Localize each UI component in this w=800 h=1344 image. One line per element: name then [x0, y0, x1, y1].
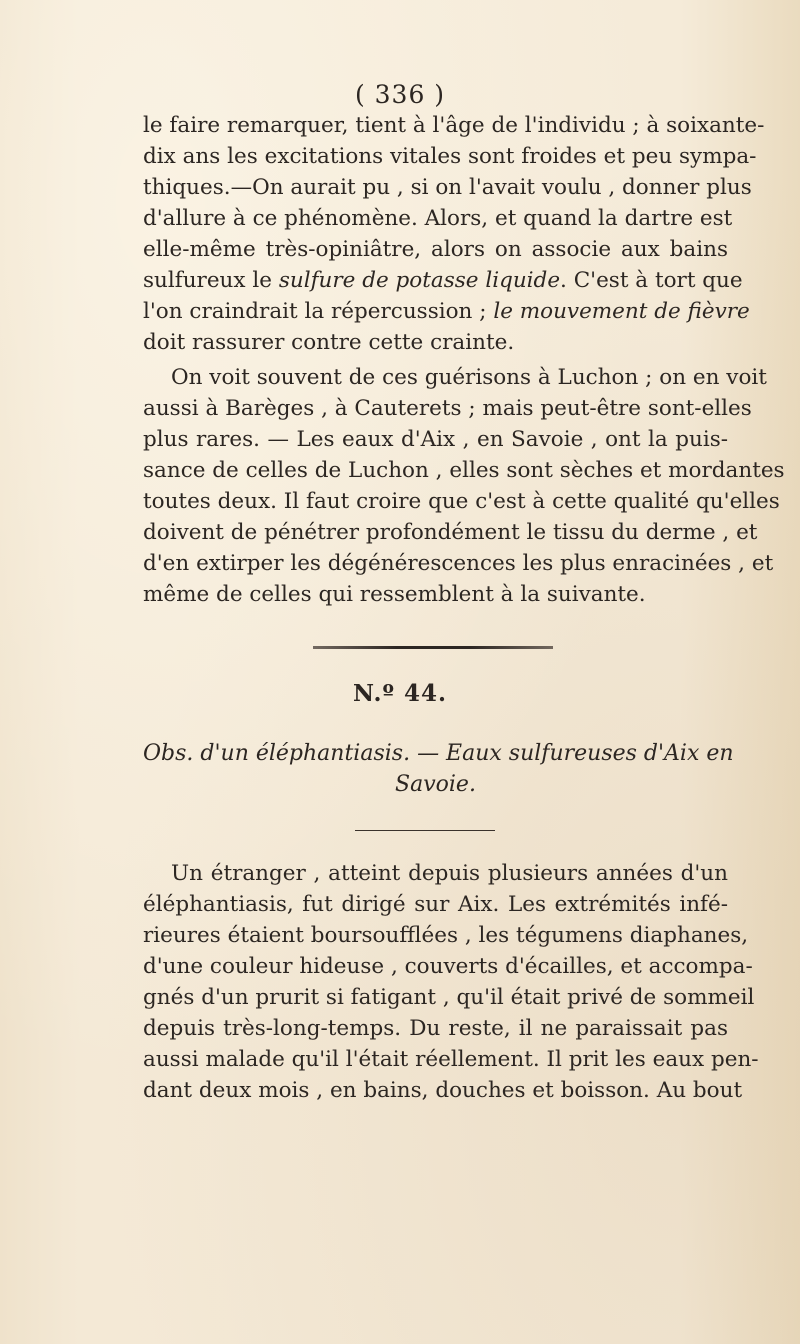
text-line: toutes deux. Il faut croire que c'est à cette qualité qu'elles — [143, 489, 780, 514]
text-span: sulfureux le — [143, 268, 279, 293]
italic-term: le mouvement de fièvre — [493, 299, 750, 324]
text-line: dix ans les excitations vitales sont froides et peu sympa- — [143, 144, 757, 169]
page-number: ( 336 ) — [354, 80, 446, 109]
observation-title-line: Obs. d'un éléphantiasis. — Eaux sulfureuses d'Aix en — [143, 741, 734, 766]
text-span: l'on craindrait la répercussion ; — [143, 299, 494, 324]
observation-title-line: Savoie. — [395, 772, 476, 797]
section-divider — [313, 646, 553, 649]
text-line: aussi à Barèges , à Cauterets ; mais peut-être sont-elles — [143, 396, 752, 421]
text-line — [143, 296, 750, 327]
text-line: gnés d'un prurit si fatigant , qu'il était privé de sommeil — [143, 985, 755, 1010]
text-line: On voit souvent de ces guérisons à Luchon ; on en voit — [171, 365, 767, 390]
text-line: elle-même très-opiniâtre, alors on associe aux bains — [143, 237, 728, 262]
text-line: le faire remarquer, tient à l'âge de l'individu ; à soixante- — [143, 113, 765, 138]
text-line: sance de celles de Luchon , elles sont sèches et mordantes — [143, 458, 785, 483]
text-line: doit rassurer contre cette crainte. — [143, 330, 515, 355]
text-line: même de celles qui ressemblent à la suivante. — [143, 582, 646, 607]
observation-title — [143, 738, 734, 800]
paragraph — [143, 362, 785, 610]
text-line: dant deux mois , en bains, douches et boisson. Au bout — [143, 1078, 743, 1103]
paragraph-continuation — [143, 110, 765, 358]
section-number: N.º 44. — [352, 680, 448, 707]
paragraph — [143, 858, 759, 1106]
text-line: rieures étaient boursoufflées , les tégumens diaphanes, — [143, 923, 749, 948]
text-line — [143, 265, 743, 296]
text-line: depuis très-long-temps. Du reste, il ne paraissait pas — [143, 1016, 728, 1041]
text-span: . C'est à tort que — [560, 268, 743, 293]
text-line: d'une couleur hideuse , couverts d'écailles, et accompa- — [143, 954, 753, 979]
text-line: aussi malade qu'il l'était réellement. Il prit les eaux pen- — [143, 1047, 759, 1072]
text-line: d'allure à ce phénomène. Alors, et quand la dartre est — [143, 206, 733, 231]
text-line: Un étranger , atteint depuis plusieurs années d'un — [171, 861, 728, 886]
text-line: éléphantiasis, fut dirigé sur Aix. Les extrémités infé- — [143, 892, 728, 917]
text-line: d'en extirper les dégénérescences les plus enracinées , et — [143, 551, 774, 576]
title-underline — [355, 830, 495, 831]
text-line: doivent de pénétrer profondément le tissu du derme , et — [143, 520, 758, 545]
italic-term: sulfure de potasse liquide — [278, 268, 561, 293]
text-line: plus rares. — Les eaux d'Aix , en Savoie , ont la puis- — [143, 427, 728, 452]
text-line: thiques.—On aurait pu , si on l'avait voulu , donner plus — [143, 175, 752, 200]
